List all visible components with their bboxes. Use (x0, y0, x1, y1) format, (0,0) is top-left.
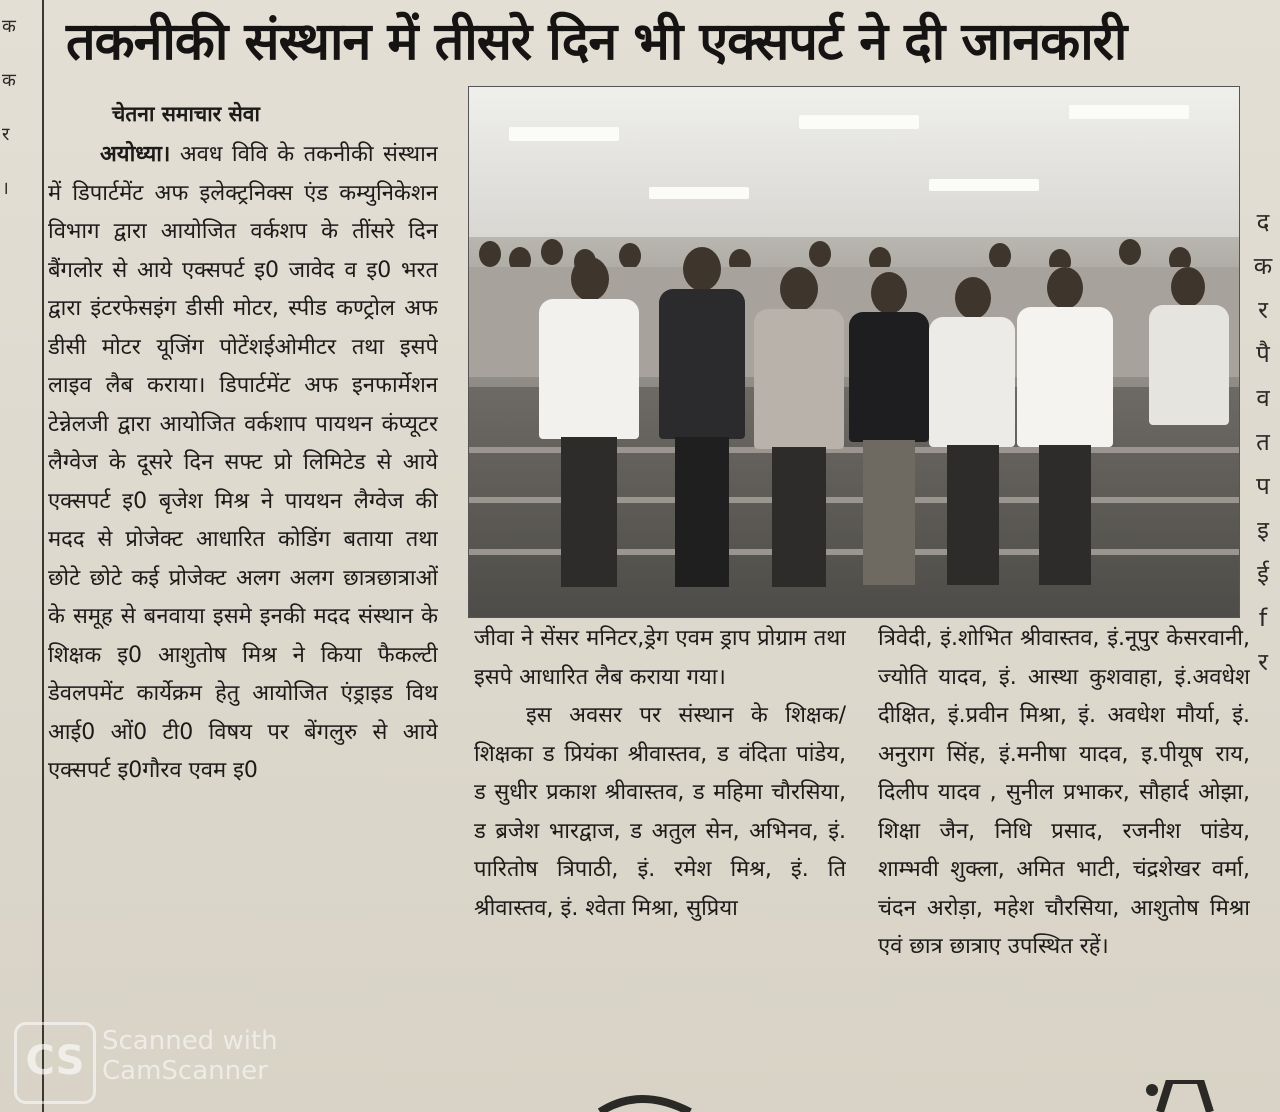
adjacent-column-fragment-right (1246, 200, 1280, 760)
article-text: अवध विवि के तकनीकी संस्थान में डिपार्टमेंट अफ इलेक्ट्रनिक्स एंड कम्युनिकेशन विभाग द्वारा आयोजित वर्कशप के तींसरे दिन बैंगलोर से आये एक्सपर्ट इ0 जावेद व इ0 भरत द्वारा इंटरफेसइंग डीसी मोटर, स्पीड कण्ट्रोल अफ डीसी मोटर यूजिंग पोटेंशईओमीटर तथा इसपे लाइव लैब कराया। डिपार्टमेंट अफ इनफार्मेशन टेन्नेलजी द्वारा आयोजित वर्कशाप पायथन कंप्यूटर लैग्वेज के दूसरे दिन सफ्ट प्रो लिमिटेड से आये एक्सपर्ट इ0 बृजेश मिश्र ने पायथन लैग्वेज की मदद से प्रोजेक्ट आधारित कोडिंग बताया तथा छोटे छोटे कई प्रोजेक्ट अलग अलग छात्रछात्राओं के समूह से बनवाया इसमे इनकी मदद संस्थान के शिक्षक इ0 आशुतोष मिश्र ने किया फैकल्टी डेवलपमेंट कार्येक्रम हेतु आयोजित एंड्राइड विथ आई0 ओं0 टी0 विषय पर बेंगलुरु से आये एक्सपर्ट इ0गौरव एवम इ0 (48, 142, 438, 783)
person (1149, 267, 1229, 447)
edge-char: व (1256, 384, 1270, 412)
ceiling-light (1069, 105, 1189, 119)
person (1017, 267, 1113, 597)
edge-char: त (1256, 428, 1270, 456)
edge-char: द (1256, 208, 1270, 236)
ceiling-light (799, 115, 919, 129)
edge-char: क (2, 16, 16, 37)
article-text: त्रिवेदी, इं.शोभित श्रीवास्तव, इं.नूपुर केसरवानी, ज्योति यादव, इं. आस्था कुशवाहा, इं.अवधेश दीक्षित, इं.प्रवीन मिश्रा, इं. अवधेश मौर्या, इं. अनुराग सिंह, इं.मनीषा यादव, इ.पीयूष राय, दिलीप यादव , सुनील प्रभाकर, सौहार्द ओझा, शिक्षा जैन, निधि प्रसाद, रजनीश पांडेय, शाम्भवी शुक्ला, अमित भाटी, चंद्रशेखर वर्मा, चंदन अरोड़ा, महेश चौरसिया, आशुतोष मिश्रा एवं छात्र छात्राए उपस्थित रहें। (878, 626, 1250, 959)
edge-char: ई (1257, 560, 1269, 588)
ceiling-light (509, 127, 619, 141)
article-column-2 (474, 620, 846, 1072)
edge-char: र (1258, 296, 1268, 324)
news-photo (468, 86, 1240, 618)
article-column-3 (878, 620, 1250, 1072)
person (929, 277, 1015, 597)
article-text: जीवा ने सेंसर मनिटर,ड्रेग एवम ड्राप प्रोग्राम तथा इसपे आधारित लैब कराया गया। (474, 626, 846, 690)
edge-char: क (2, 70, 16, 91)
watermark-line: Scanned with (102, 1026, 278, 1056)
edge-char: प (1256, 472, 1270, 500)
edge-char: र (1258, 648, 1268, 676)
edge-char: । (2, 178, 9, 199)
edge-char: इ (1257, 516, 1269, 544)
watermark-text (102, 1026, 278, 1086)
dateline: अयोध्या। (100, 142, 171, 167)
article-column-1 (48, 136, 438, 1078)
headline: तकनीकी संस्थान में तीसरे दिन भी एक्सपर्ट ने दी जानकारी (66, 12, 1127, 72)
edge-char: f (1258, 604, 1268, 632)
edge-char: पै (1256, 340, 1270, 368)
ceiling-light (929, 179, 1039, 191)
adjacent-column-fragment-left (0, 0, 44, 1112)
next-headline-fragment (560, 1080, 1280, 1112)
watermark-line: CamScanner (102, 1056, 268, 1086)
byline: चेतना समाचार सेवा (112, 102, 260, 126)
person (659, 247, 745, 597)
camscanner-logo-icon: CS (14, 1022, 96, 1104)
person (539, 257, 639, 597)
ceiling-light (649, 187, 749, 199)
person (754, 267, 844, 597)
edge-char: र (2, 124, 10, 145)
person (849, 272, 929, 597)
article-text: इस अवसर पर संस्थान के शिक्षक/शिक्षका ड प्रियंका श्रीवास्तव, ड वंदिता पांडेय, ड सुधीर प्रकाश श्रीवास्तव, ड महिमा चौरसिया, ड ब्रजेश भारद्वाज, ड अतुल सेन, अभिनव, इं. पारितोष त्रिपाठी, इं. रमेश मिश्र, इं. ति श्रीवास्तव, इं. श्वेता मिश्रा, सुप्रिया (474, 703, 846, 921)
edge-char: क (1253, 252, 1273, 280)
camscanner-watermark (14, 1022, 334, 1100)
